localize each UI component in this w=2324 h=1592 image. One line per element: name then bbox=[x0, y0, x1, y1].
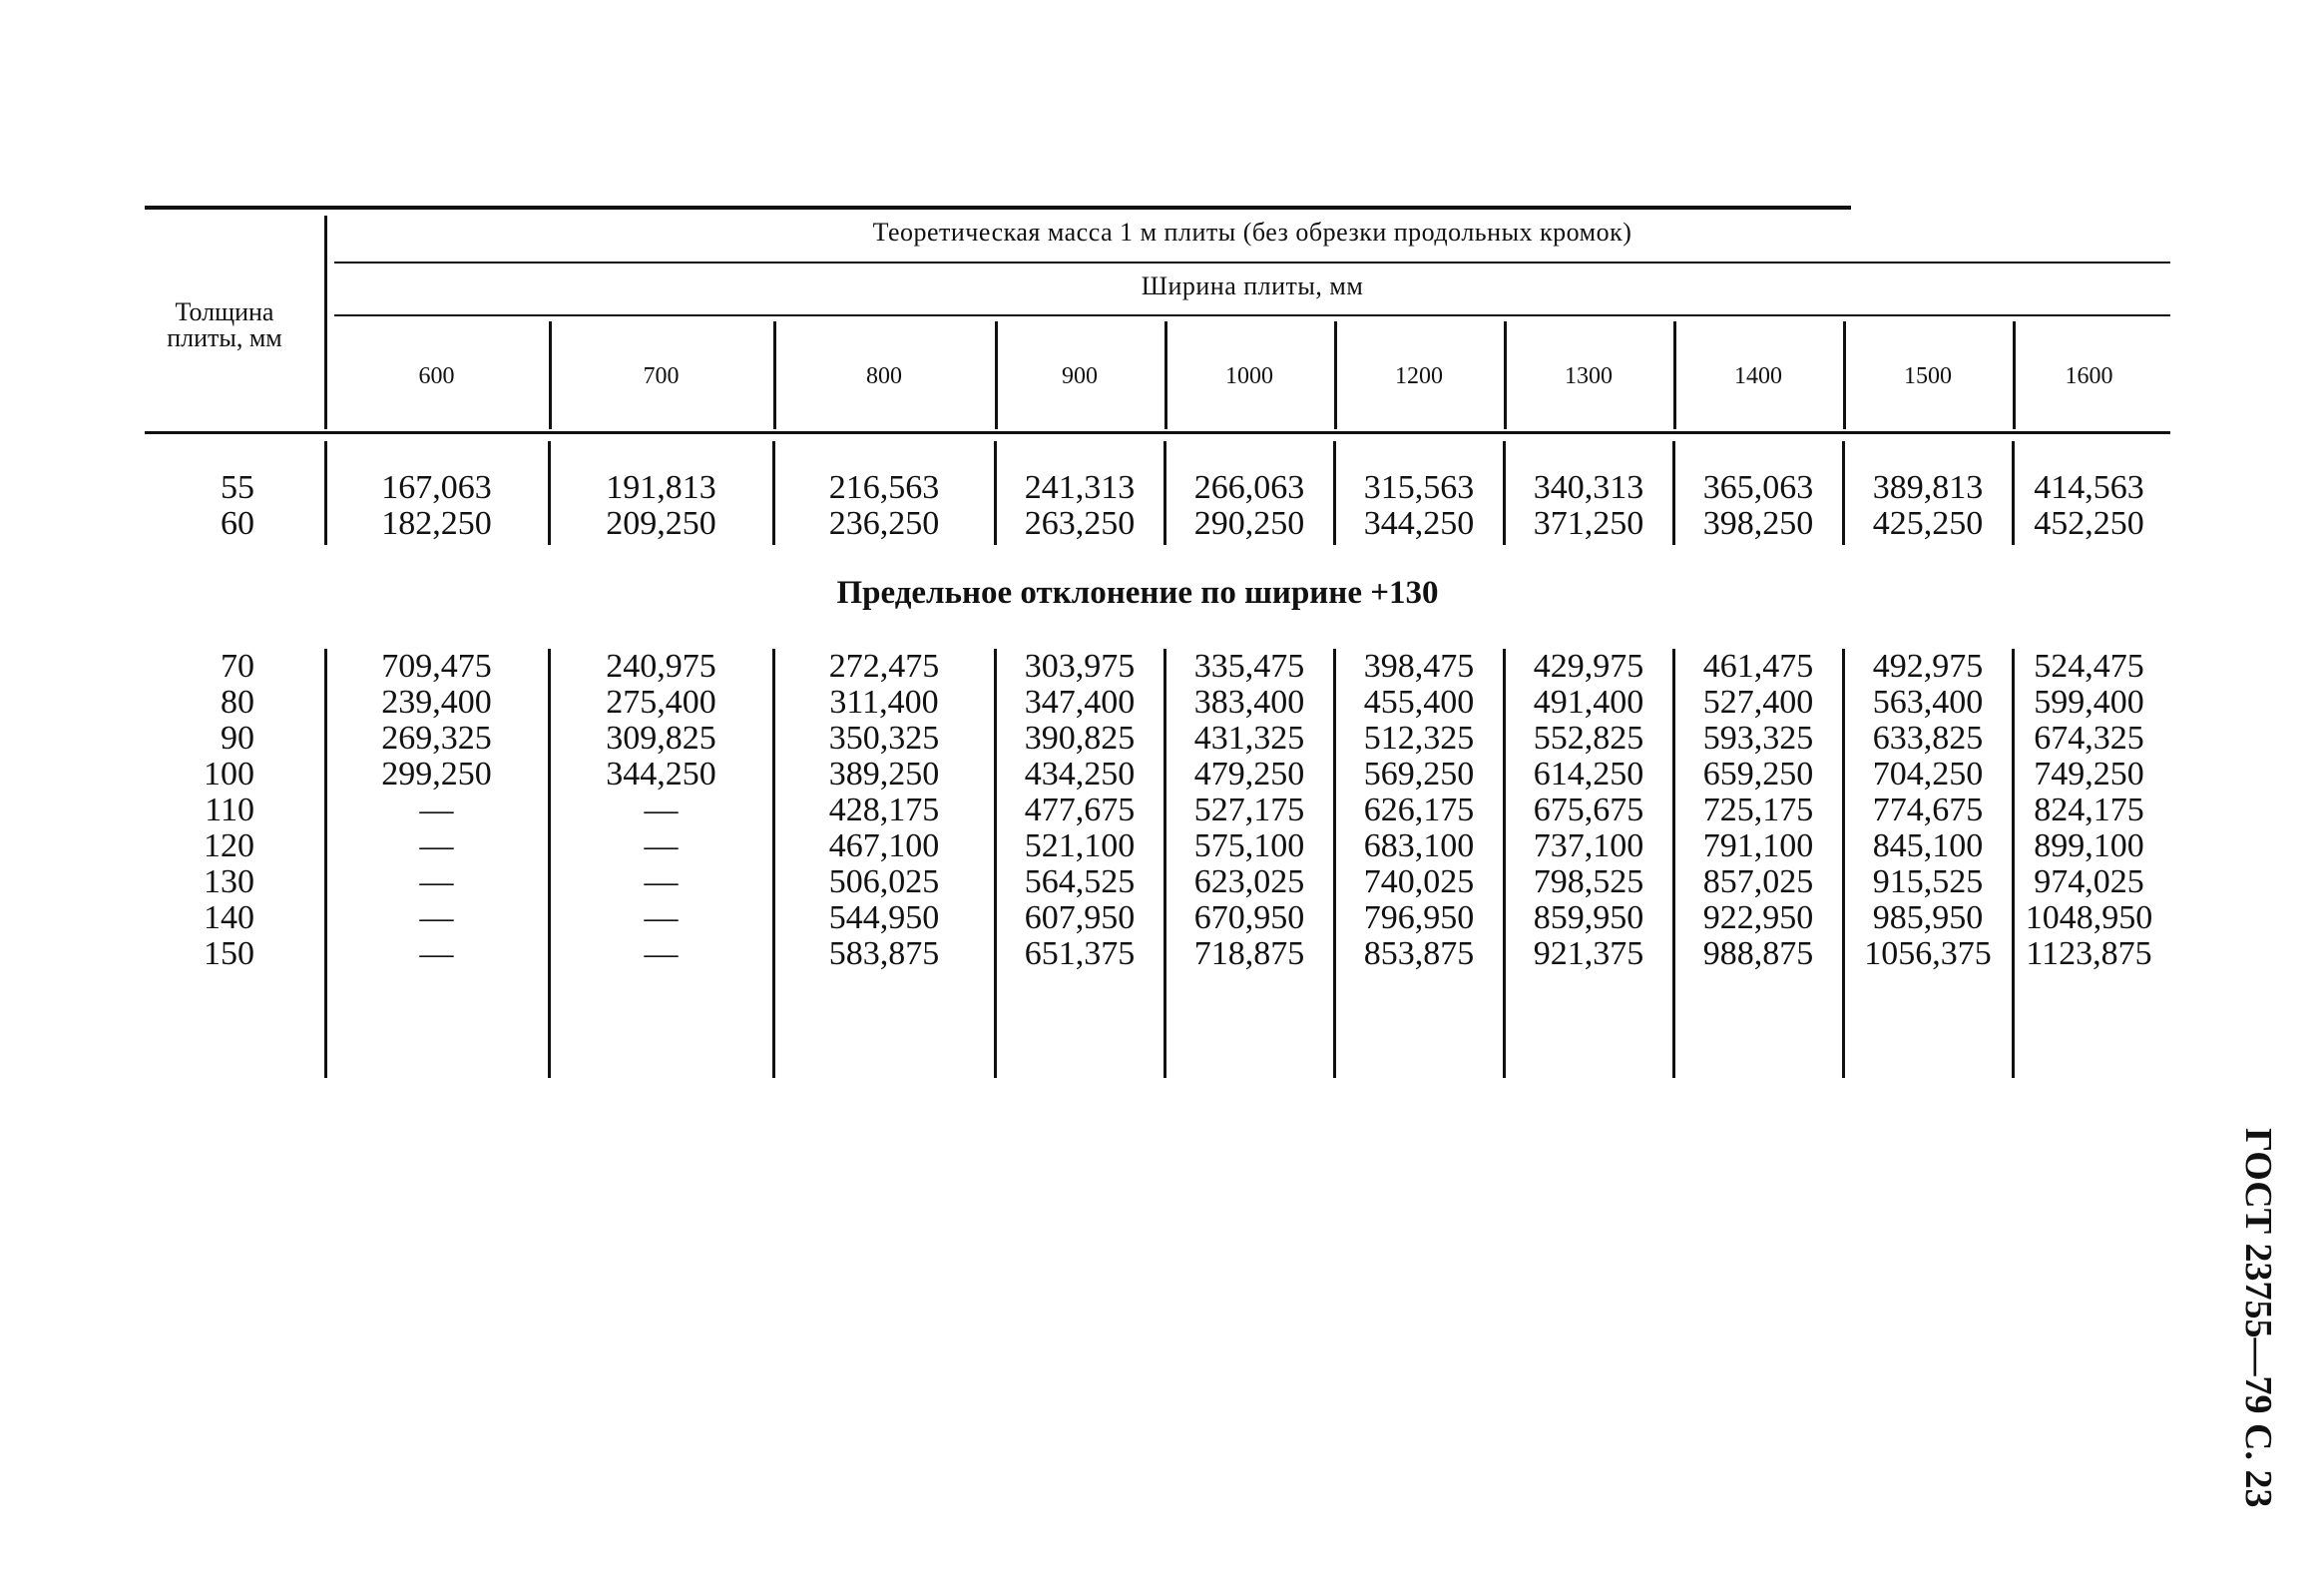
table-cell: — bbox=[419, 827, 454, 864]
table-cell: 599,400 bbox=[2034, 684, 2144, 721]
table-cell: 527,400 bbox=[1702, 684, 1814, 721]
table-cell: 272,475 bbox=[828, 648, 940, 685]
table-cell: 524,475 bbox=[2034, 648, 2144, 685]
table-cell: — bbox=[644, 863, 679, 900]
row-thickness: 140 bbox=[204, 899, 254, 936]
table-cell: 899,100 bbox=[2034, 827, 2144, 864]
table-cell: 425,250 bbox=[1872, 505, 1984, 542]
table-cell: — bbox=[644, 827, 679, 864]
table-cell: 774,675 bbox=[1872, 792, 1984, 828]
table-cell: — bbox=[644, 935, 679, 972]
table-cell: 236,250 bbox=[828, 505, 940, 542]
table-cell: 859,950 bbox=[1533, 899, 1644, 936]
table-cell: 824,175 bbox=[2034, 792, 2144, 828]
table-cell: 477,675 bbox=[1024, 792, 1136, 828]
table-cell: 798,525 bbox=[1533, 863, 1644, 900]
table-cell: 593,325 bbox=[1702, 720, 1814, 757]
table-cell: 389,813 bbox=[1872, 469, 1984, 506]
table-cell: 651,375 bbox=[1024, 935, 1136, 972]
row-thickness: 90 bbox=[221, 720, 254, 757]
table-cell: 350,325 bbox=[828, 720, 940, 757]
table-cell: 479,250 bbox=[1193, 756, 1305, 793]
table-cell: 675,675 bbox=[1533, 792, 1644, 828]
header-bottom-rule bbox=[145, 431, 2170, 434]
table-cell: — bbox=[419, 792, 454, 828]
table-cell: 607,950 bbox=[1024, 899, 1136, 936]
table-cell: 371,250 bbox=[1533, 505, 1644, 542]
column-rule bbox=[995, 321, 998, 429]
table-cell: 564,525 bbox=[1024, 863, 1136, 900]
table-cell: 335,475 bbox=[1193, 648, 1305, 685]
table-cell: 434,250 bbox=[1024, 756, 1136, 793]
width-header-cell: 900 bbox=[1062, 363, 1098, 389]
row-thickness: 110 bbox=[205, 792, 254, 828]
table-cell: 626,175 bbox=[1363, 792, 1475, 828]
table-cell: 569,250 bbox=[1363, 756, 1475, 793]
table-cell: 461,475 bbox=[1702, 648, 1814, 685]
row-thickness: 130 bbox=[204, 863, 254, 900]
thickness-header: Толщина плиты, мм bbox=[167, 297, 282, 352]
table-cell: 974,025 bbox=[2034, 863, 2144, 900]
table-cell: 167,063 bbox=[381, 469, 492, 506]
width-header-rule bbox=[334, 314, 2170, 316]
table-cell: 344,250 bbox=[1363, 505, 1475, 542]
width-header-cell: 1600 bbox=[2065, 363, 2113, 389]
table-cell: 1123,875 bbox=[2026, 935, 2152, 972]
column-rule bbox=[1843, 321, 1846, 429]
width-header-cell: 600 bbox=[418, 363, 455, 389]
table-cell: — bbox=[419, 935, 454, 972]
table-cell: 309,825 bbox=[606, 720, 716, 757]
table-cell: 552,825 bbox=[1533, 720, 1644, 757]
table-cell: 512,325 bbox=[1363, 720, 1475, 757]
row-thickness: 150 bbox=[204, 935, 254, 972]
table-cell: 344,250 bbox=[606, 756, 716, 793]
table-cell: 239,400 bbox=[381, 684, 492, 721]
width-header: Ширина плиты, мм bbox=[1141, 271, 1364, 300]
table-cell: — bbox=[644, 792, 679, 828]
table-cell: 527,175 bbox=[1193, 792, 1305, 828]
table-cell: 428,175 bbox=[828, 792, 940, 828]
table-cell: 583,875 bbox=[828, 935, 940, 972]
table-cell: 1048,950 bbox=[2025, 899, 2153, 936]
row-thickness: 120 bbox=[204, 827, 254, 864]
width-header-cell: 1000 bbox=[1225, 363, 1273, 389]
table-cell: 383,400 bbox=[1193, 684, 1305, 721]
table-cell: 209,250 bbox=[606, 505, 716, 542]
table-cell: 521,100 bbox=[1024, 827, 1136, 864]
table-cell: 452,250 bbox=[2034, 505, 2144, 542]
table-cell: 915,525 bbox=[1872, 863, 1984, 900]
mass-header: Теоретическая масса 1 м плиты (без обрезки продольных кромок) bbox=[872, 218, 1632, 247]
table-cell: 303,975 bbox=[1024, 648, 1136, 685]
row-thickness: 70 bbox=[221, 648, 254, 685]
row-thickness: 80 bbox=[221, 684, 254, 721]
column-rule bbox=[773, 321, 776, 429]
table-cell: 491,400 bbox=[1533, 684, 1644, 721]
table-cell: 674,325 bbox=[2034, 720, 2144, 757]
table-cell: 796,950 bbox=[1363, 899, 1475, 936]
width-header-cell: 1200 bbox=[1395, 363, 1443, 389]
table-cell: 182,250 bbox=[381, 505, 492, 542]
table-cell: 718,875 bbox=[1193, 935, 1305, 972]
table-cell: 985,950 bbox=[1872, 899, 1984, 936]
table-cell: 749,250 bbox=[2034, 756, 2144, 793]
table-cell: 398,475 bbox=[1363, 648, 1475, 685]
width-header-cell: 700 bbox=[643, 363, 680, 389]
table-cell: 389,250 bbox=[828, 756, 940, 793]
table-cell: 633,825 bbox=[1872, 720, 1984, 757]
row-thickness: 100 bbox=[204, 756, 254, 793]
table-cell: 623,025 bbox=[1193, 863, 1305, 900]
table-cell: 241,313 bbox=[1024, 469, 1136, 506]
column-rule bbox=[1334, 321, 1337, 429]
table-cell: 737,100 bbox=[1533, 827, 1644, 864]
table-cell: 709,475 bbox=[381, 648, 492, 685]
table-cell: 467,100 bbox=[828, 827, 940, 864]
table-cell: 704,250 bbox=[1872, 756, 1984, 793]
table-cell: 315,563 bbox=[1363, 469, 1475, 506]
table-cell: 191,813 bbox=[606, 469, 716, 506]
table-top-rule bbox=[145, 206, 1851, 210]
table-cell: 575,100 bbox=[1193, 827, 1305, 864]
width-header-cell: 1400 bbox=[1734, 363, 1782, 389]
row-thickness: 55 bbox=[221, 469, 254, 506]
table-cell: 791,100 bbox=[1702, 827, 1814, 864]
column-rule bbox=[324, 216, 327, 429]
column-rule bbox=[1673, 321, 1676, 429]
table-cell: 614,250 bbox=[1533, 756, 1644, 793]
table-cell: 492,975 bbox=[1872, 648, 1984, 685]
table-cell: 740,025 bbox=[1363, 863, 1475, 900]
table-cell: 544,950 bbox=[828, 899, 940, 936]
table-cell: 659,250 bbox=[1702, 756, 1814, 793]
table-cell: 1056,375 bbox=[1864, 935, 1992, 972]
table-cell: 853,875 bbox=[1363, 935, 1475, 972]
table-cell: 670,950 bbox=[1193, 899, 1305, 936]
table-cell: 216,563 bbox=[828, 469, 940, 506]
table-cell: 429,975 bbox=[1533, 648, 1644, 685]
table-cell: 988,875 bbox=[1702, 935, 1814, 972]
table-cell: 365,063 bbox=[1702, 469, 1814, 506]
table-cell: 266,063 bbox=[1193, 469, 1305, 506]
column-rule bbox=[1504, 321, 1507, 429]
column-rule bbox=[549, 321, 552, 429]
section-2-title: Предельное отклонение по ширине +130 bbox=[836, 575, 1439, 611]
table-cell: 414,563 bbox=[2034, 469, 2144, 506]
table-cell: 390,825 bbox=[1024, 720, 1136, 757]
table-cell: 275,400 bbox=[606, 684, 716, 721]
table-cell: — bbox=[419, 899, 454, 936]
page-label: ГОСТ 23755—79 С. 23 bbox=[2237, 1128, 2279, 1508]
table-cell: 683,100 bbox=[1363, 827, 1475, 864]
row-thickness: 60 bbox=[221, 505, 254, 542]
width-header-cell: 1300 bbox=[1565, 363, 1613, 389]
table-cell: 563,400 bbox=[1872, 684, 1984, 721]
table-cell: 299,250 bbox=[381, 756, 492, 793]
column-rule bbox=[2013, 321, 2016, 429]
width-header-cell: 1500 bbox=[1904, 363, 1952, 389]
table-cell: 340,313 bbox=[1533, 469, 1644, 506]
column-rule bbox=[1164, 321, 1167, 429]
table-cell: 506,025 bbox=[828, 863, 940, 900]
table-cell: 857,025 bbox=[1702, 863, 1814, 900]
table-cell: — bbox=[419, 863, 454, 900]
table-cell: 290,250 bbox=[1193, 505, 1305, 542]
table-cell: 725,175 bbox=[1702, 792, 1814, 828]
table-cell: 269,325 bbox=[381, 720, 492, 757]
table-cell: 311,400 bbox=[829, 684, 939, 721]
table-cell: 347,400 bbox=[1024, 684, 1136, 721]
table-cell: — bbox=[644, 899, 679, 936]
mass-header-rule bbox=[334, 262, 2170, 264]
table-cell: 431,325 bbox=[1193, 720, 1305, 757]
table-cell: 263,250 bbox=[1024, 505, 1136, 542]
table-cell: 922,950 bbox=[1702, 899, 1814, 936]
width-header-cell: 800 bbox=[866, 363, 902, 389]
table-cell: 240,975 bbox=[606, 648, 716, 685]
table-cell: 455,400 bbox=[1363, 684, 1475, 721]
table-cell: 398,250 bbox=[1702, 505, 1814, 542]
table-cell: 845,100 bbox=[1872, 827, 1984, 864]
table-cell: 921,375 bbox=[1533, 935, 1644, 972]
